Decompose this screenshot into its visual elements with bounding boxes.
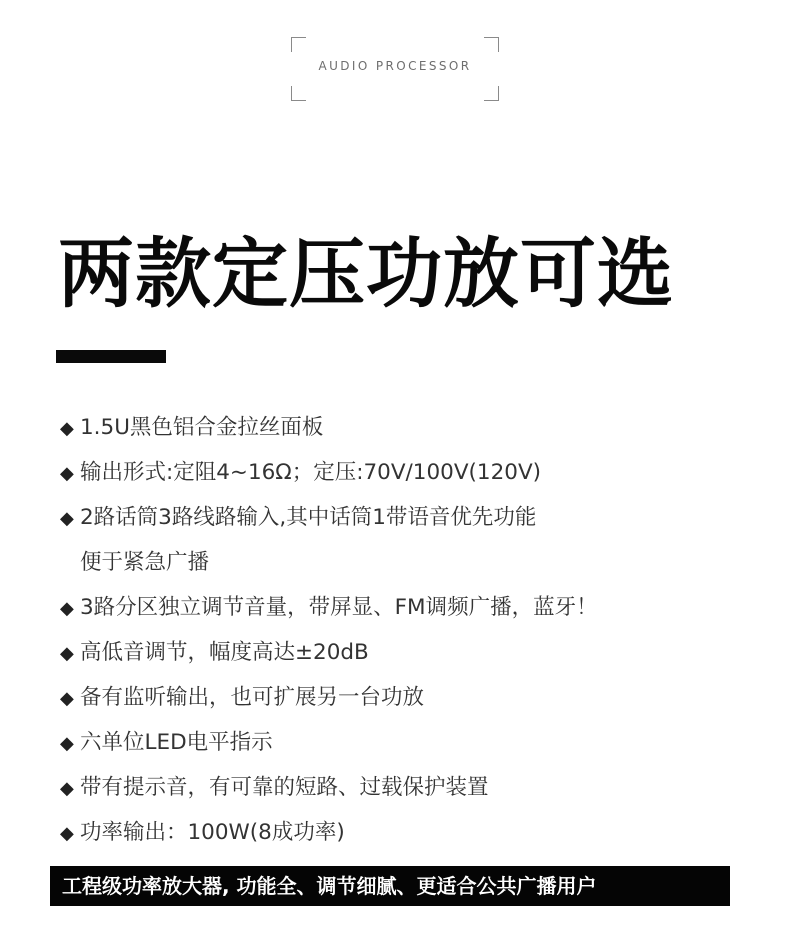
feature-text: 带有提示音，有可靠的短路、过载保护装置	[80, 775, 489, 800]
diamond-bullet-icon: ◆	[60, 688, 74, 709]
feature-item-continuation	[60, 540, 598, 585]
feature-text: 1.5U黑色铝合金拉丝面板	[80, 415, 324, 440]
diamond-bullet-icon: ◆	[60, 508, 74, 529]
feature-text: 六单位LED电平指示	[80, 730, 273, 755]
diamond-bullet-icon: ◆	[60, 733, 74, 754]
feature-text: 高低音调节，幅度高达±20dB	[80, 640, 369, 665]
feature-item	[60, 630, 598, 675]
feature-text: 2路话筒3路线路输入,其中话筒1带语音优先功能	[80, 505, 537, 530]
corner-bracket-top-right	[484, 37, 499, 52]
feature-list	[60, 405, 598, 855]
feature-text: 3路分区独立调节音量，带屏显、FM调频广播，蓝牙！	[80, 595, 598, 620]
diamond-bullet-icon: ◆	[60, 598, 74, 619]
title-underline-bar	[56, 350, 166, 363]
feature-item	[60, 495, 598, 540]
audio-processor-badge	[291, 37, 499, 101]
corner-bracket-bottom-right	[484, 86, 499, 101]
feature-item	[60, 585, 598, 630]
diamond-bullet-icon: ◆	[60, 823, 74, 844]
feature-item	[60, 720, 598, 765]
corner-bracket-bottom-left	[291, 86, 306, 101]
feature-item	[60, 765, 598, 810]
diamond-bullet-icon: ◆	[60, 643, 74, 664]
page-title: 两款定压功放可选	[58, 229, 674, 318]
diamond-bullet-icon: ◆	[60, 418, 74, 439]
diamond-bullet-icon: ◆	[60, 778, 74, 799]
badge-label: AUDIO PROCESSOR	[318, 59, 472, 73]
feature-text: 便于紧急广播	[80, 550, 210, 575]
feature-text: 备有监听输出，也可扩展另一台功放	[80, 685, 425, 710]
feature-item	[60, 405, 598, 450]
corner-bracket-top-left	[291, 37, 306, 52]
feature-item	[60, 810, 598, 855]
feature-item	[60, 675, 598, 720]
footer-banner	[50, 866, 730, 906]
feature-text: 功率输出：100W(8成功率)	[80, 820, 345, 845]
footer-slogan: 工程级功率放大器, 功能全、调节细腻、更适合公共广播用户	[62, 874, 597, 898]
feature-item	[60, 450, 598, 495]
feature-text: 输出形式:定阻4~16Ω；定压:70V/100V(120V)	[80, 460, 542, 485]
diamond-bullet-icon: ◆	[60, 463, 74, 484]
